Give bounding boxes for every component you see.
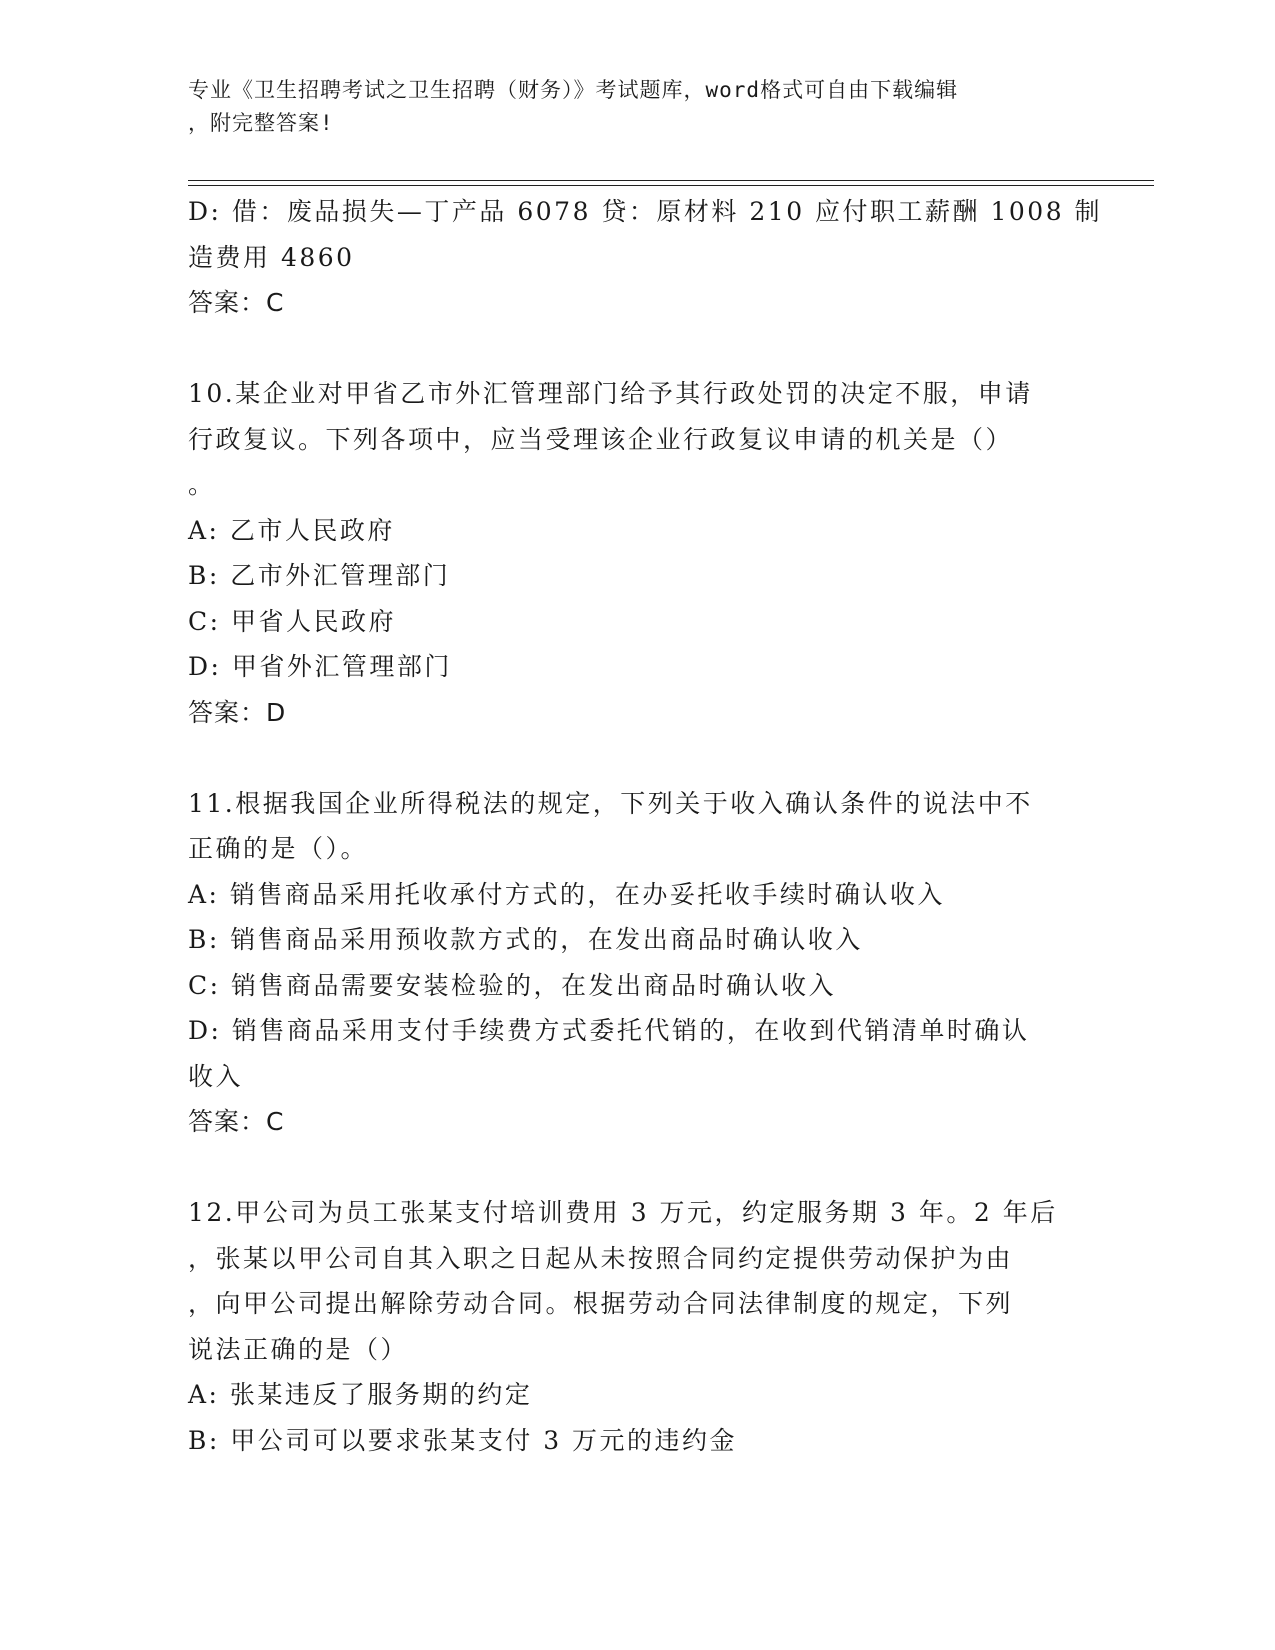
q12-stem-line-1: 12.甲公司为员工张某支付培训费用 3 万元，约定服务期 3 年。2 年后 xyxy=(188,1198,1058,1227)
q10-answer: 答案：D xyxy=(188,697,287,727)
q12-stem-line-3: ，向甲公司提出解除劳动合同。根据劳动合同法律制度的规定，下列 xyxy=(188,1289,1014,1318)
q10-stem-line-1: 10.某企业对甲省乙市外汇管理部门给予其行政处罚的决定不服，申请 xyxy=(188,379,1033,408)
question-11 xyxy=(188,781,1088,1145)
q10-option-b: B: 乙市外汇管理部门 xyxy=(188,561,451,590)
q10-option-a: A: 乙市人民政府 xyxy=(188,515,395,545)
q12-stem-line-4: 说法正确的是（） xyxy=(188,1334,409,1364)
q10-stem-line-2: 行政复议。下列各项中，应当受理该企业行政复议申请的机关是（） xyxy=(188,424,1014,454)
document-header xyxy=(188,74,1068,140)
q11-option-d-line-2: 收入 xyxy=(188,1061,244,1091)
question-10 xyxy=(188,371,1088,735)
q9-option-d-line-2: 造费用 4860 xyxy=(188,242,355,272)
question-9-fragment xyxy=(188,189,1103,326)
header-divider-top xyxy=(188,180,1154,181)
header-line-1: 专业《卫生招聘考试之卫生招聘（财务）》考试题库，word格式可自由下载编辑 xyxy=(188,78,959,102)
q12-option-a: A: 张某违反了服务期的约定 xyxy=(188,1380,533,1409)
q11-option-d-line-1: D: 销售商品采用支付手续费方式委托代销的，在收到代销清单时确认 xyxy=(188,1016,1030,1045)
q11-option-b: B: 销售商品采用预收款方式的，在发出商品时确认收入 xyxy=(188,925,863,954)
header-divider-bottom xyxy=(188,185,1154,186)
q10-option-d: D: 甲省外汇管理部门 xyxy=(188,652,452,681)
q9-option-d-line-1: D: 借：废品损失—丁产品 6078 贷：原材料 210 应付职工薪酬 1008 制 xyxy=(188,197,1103,226)
q11-stem-line-2: 正确的是（）。 xyxy=(188,834,369,863)
question-12 xyxy=(188,1190,1088,1463)
q11-answer: 答案：C xyxy=(188,1107,285,1136)
q12-option-b: B: 甲公司可以要求张某支付 3 万元的违约金 xyxy=(188,1425,738,1455)
header-line-2: ，附完整答案! xyxy=(188,111,334,135)
q9-answer: 答案：C xyxy=(188,288,285,317)
q12-stem-line-2: ，张某以甲公司自其入职之日起从未按照合同约定提供劳动保护为由 xyxy=(188,1243,1014,1273)
q10-stem-line-3: 。 xyxy=(188,470,216,499)
q11-stem-line-1: 11.根据我国企业所得税法的规定，下列关于收入确认条件的说法中不 xyxy=(188,788,1033,818)
q10-option-c: C: 甲省人民政府 xyxy=(188,606,396,636)
spacer xyxy=(188,326,1088,372)
spacer xyxy=(188,1145,1088,1191)
spacer xyxy=(188,735,1088,781)
question-list xyxy=(188,189,1103,1463)
q11-option-a: A: 销售商品采用托收承付方式的，在办妥托收手续时确认收入 xyxy=(188,879,945,909)
q11-option-c: C: 销售商品需要安装检验的，在发出商品时确认收入 xyxy=(188,970,837,1000)
